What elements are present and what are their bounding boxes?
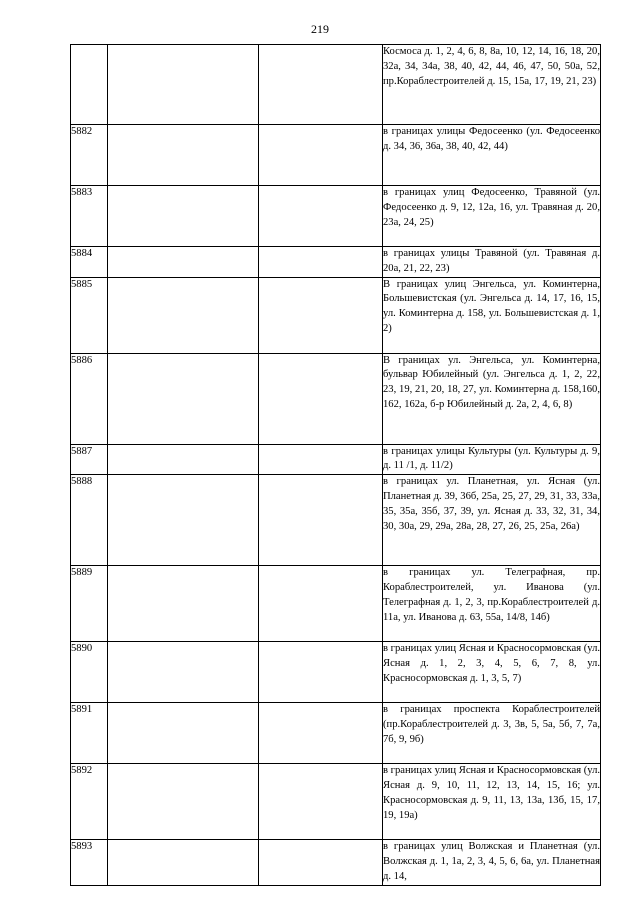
boundary-description: в границах улиц Федосеенко, Травяной (ул. Федосеенко д. 9, 12, 12а, 16, ул. Травяная д. 20, 23а, 24, 25) (383, 186, 601, 247)
row-number: 5882 (71, 126, 93, 137)
table-row (71, 125, 601, 186)
table-row (71, 277, 601, 353)
row-number: 5883 (71, 187, 93, 198)
table-body (71, 45, 601, 886)
empty-cell (259, 703, 383, 764)
boundary-description: в границах ул. Телеграфная, пр. Кораблестроителей, ул. Иванова (ул. Телеграфная д. 1, 2, 3, пр.Кораблестроителей д. 11а, ул. Иванова д. 63, 55а, 14/8, 14б) (383, 566, 601, 642)
empty-cell (259, 475, 383, 566)
table-row (71, 186, 601, 247)
boundary-description: в границах проспекта Кораблестроителей (пр.Кораблестроителей д. 3, 3в, 5, 5а, 5б, 7, 7а, 7б, 9, 9б) (383, 703, 601, 764)
row-number: 5891 (71, 704, 93, 716)
row-number: 5884 (71, 248, 93, 259)
row-number-cell (71, 703, 108, 764)
polling-districts-table (70, 44, 601, 886)
table-row (71, 475, 601, 566)
row-number-cell (71, 566, 108, 642)
empty-cell (108, 45, 259, 125)
empty-cell (259, 840, 383, 885)
table-row (71, 703, 601, 764)
row-number-cell (71, 277, 108, 353)
row-number-cell (71, 642, 108, 703)
empty-cell (108, 703, 259, 764)
empty-cell (259, 566, 383, 642)
row-number-cell (71, 247, 108, 278)
boundary-description: в границах ул. Планетная, ул. Ясная (ул. Планетная д. 39, 36б, 25а, 25, 27, 29, 31, 33, 33а, 35, 35а, 35б, 37, 39, ул. Ясная д. 33, 32, 31, 34, 30, 30а, 29, 29а, 28а, 28, 27, 26, 25, 25а, 26а) (383, 475, 601, 566)
empty-cell (259, 277, 383, 353)
boundary-description: В границах улиц Энгельса, ул. Коминтерна, Большевистская (ул. Энгельса д. 14, 17, 16, 15, ул. Коминтерна д. 158, ул. Большевистская д. 1, 2) (383, 277, 601, 353)
empty-cell (259, 247, 383, 278)
empty-cell (108, 764, 259, 840)
boundary-description: в границах улиц Волжская и Планетная (ул. Волжская д. 1, 1а, 2, 3, 4, 5, 6, 6а, ул. Планетная д. 14, (383, 840, 601, 885)
empty-cell (108, 247, 259, 278)
row-number: 5887 (71, 445, 93, 457)
table-row (71, 566, 601, 642)
table-row (71, 444, 601, 475)
empty-cell (108, 125, 259, 186)
empty-cell (259, 764, 383, 840)
row-number: 5889 (71, 567, 93, 579)
row-number: 5886 (71, 354, 93, 366)
empty-cell (108, 566, 259, 642)
empty-cell (108, 444, 259, 475)
boundary-description: в границах улицы Федосеенко (ул. Федосеенко д. 34, 36, 36а, 38, 40, 42, 44) (383, 125, 601, 186)
boundary-description: в границах улицы Культуры (ул. Культуры д. 9, д. 11 /1, д. 11/2) (383, 444, 601, 475)
table-row (71, 45, 601, 125)
table-row (71, 353, 601, 444)
empty-cell (108, 186, 259, 247)
boundary-description: В границах ул. Энгельса, ул. Коминтерна, бульвар Юбилейный (ул. Энгельса д. 1, 2, 22, 23, 19, 21, 20, 18, 27, ул. Коминтерна д. 158,160, 162, 162а, б-р Юбилейный д. 2а, 2, 4, 6, 8) (383, 353, 601, 444)
table-row (71, 642, 601, 703)
empty-cell (108, 642, 259, 703)
row-number-cell (71, 764, 108, 840)
table-row (71, 247, 601, 278)
empty-cell (259, 45, 383, 125)
row-number-cell (71, 444, 108, 475)
empty-cell (259, 642, 383, 703)
page-number: 219 (311, 22, 329, 36)
empty-cell (259, 186, 383, 247)
row-number-cell (71, 353, 108, 444)
boundary-description: Космоса д. 1, 2, 4, 6, 8, 8а, 10, 12, 14, 16, 18, 20, 32а, 34, 34а, 38, 40, 42, 44, 46, 47, 50, 50а, 52, пр.Кораблестроителей д. 15, 15а, 17, 19, 21, 23) (383, 45, 601, 125)
table-row (71, 840, 601, 885)
empty-cell (108, 353, 259, 444)
row-number: 5890 (71, 643, 93, 655)
empty-cell (108, 277, 259, 353)
row-number: 5892 (71, 765, 93, 777)
row-number-cell (71, 186, 108, 247)
row-number: 5893 (71, 841, 93, 853)
boundary-description: в границах улицы Травяной (ул. Травяная д. 20а, 21, 22, 23) (383, 247, 601, 278)
boundary-description: в границах улиц Ясная и Красносормовская (ул. Ясная д. 1, 2, 3, 4, 5, 6, 7, 8, ул. Красносормовская д. 1, 3, 5, 7) (383, 642, 601, 703)
row-number-cell (71, 125, 108, 186)
empty-cell (259, 353, 383, 444)
empty-cell (259, 125, 383, 186)
row-number: 5888 (71, 476, 93, 488)
empty-cell (108, 840, 259, 885)
row-number-cell (71, 475, 108, 566)
boundary-description: в границах улиц Ясная и Красносормовская (ул. Ясная д. 9, 10, 11, 12, 13, 14, 15, 16; ул. Красносормовская д. 9, 11, 13, 13а, 13б, 15, 17, 19, 19а) (383, 764, 601, 840)
table-row (71, 764, 601, 840)
row-number-cell (71, 840, 108, 885)
row-number: 5885 (71, 278, 93, 290)
row-number-cell (71, 45, 108, 125)
empty-cell (259, 444, 383, 475)
empty-cell (108, 475, 259, 566)
